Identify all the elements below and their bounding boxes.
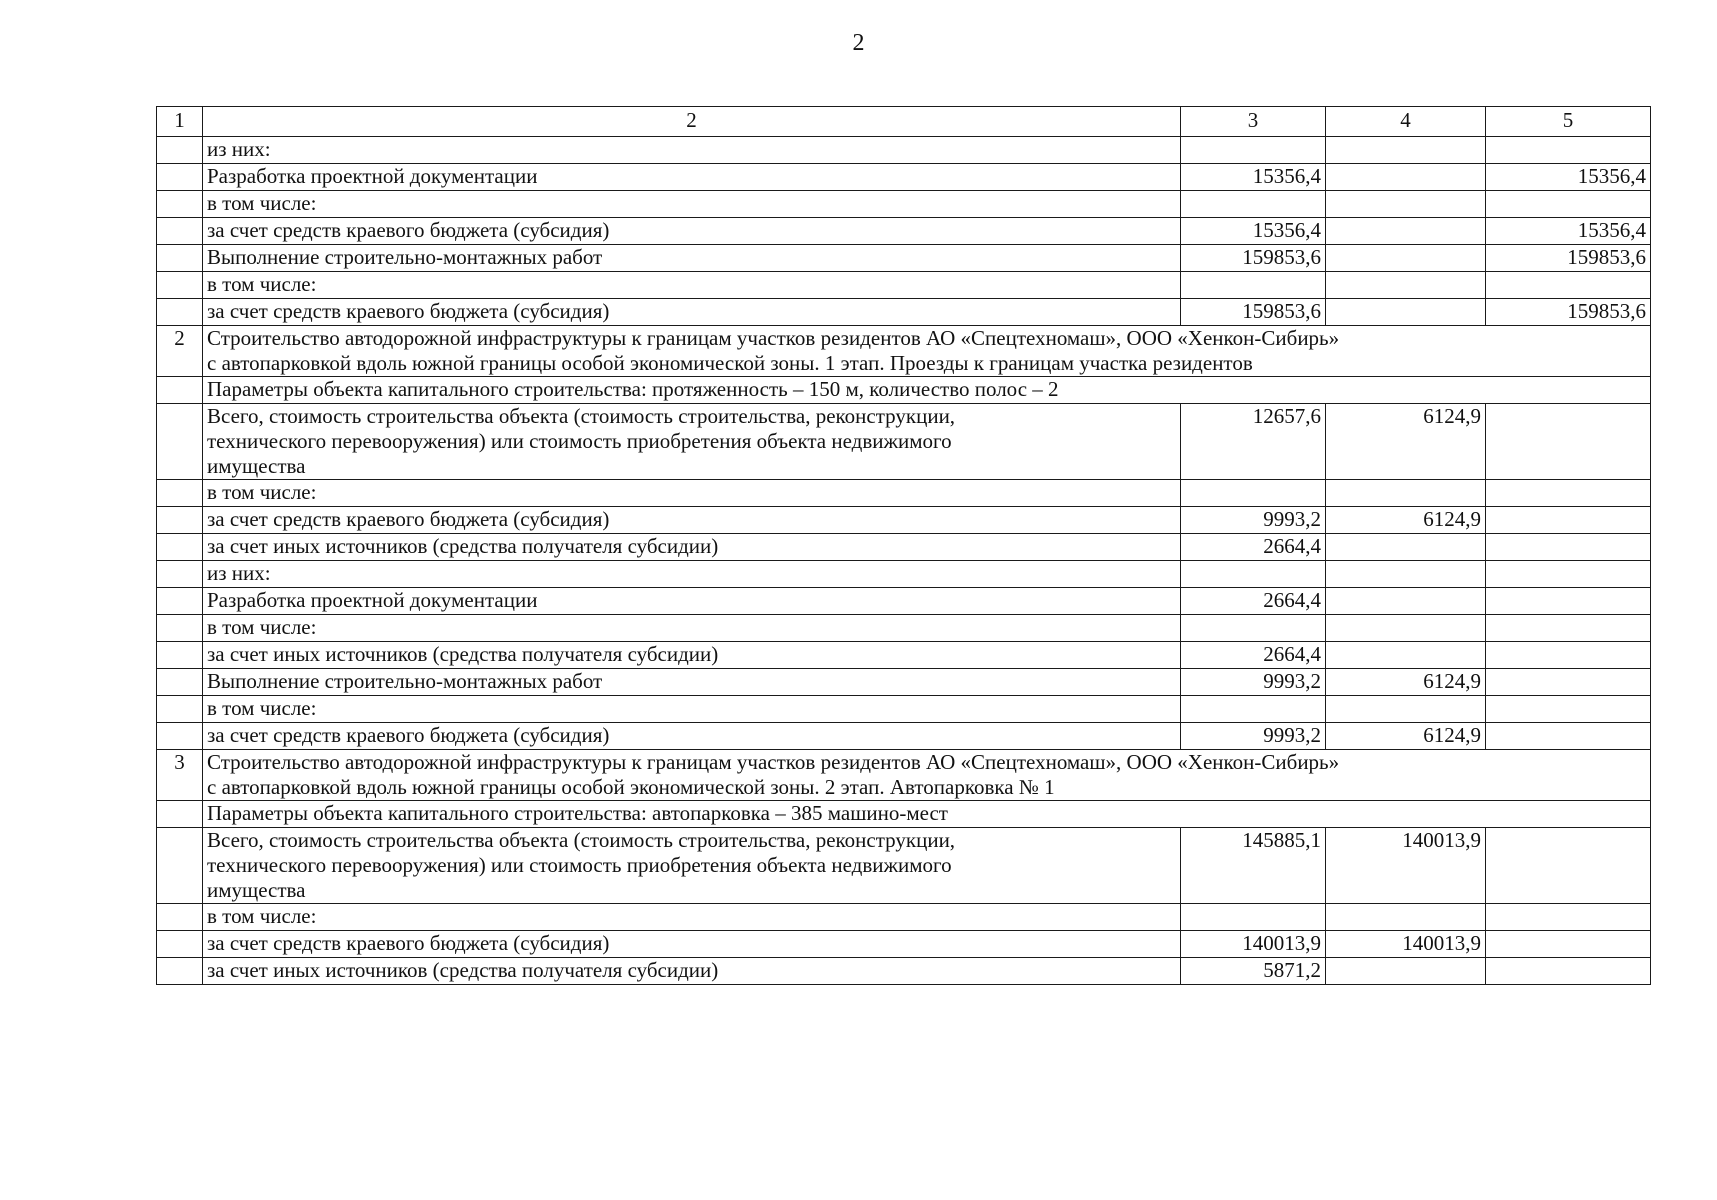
value-cell-c3: 140013,9: [1181, 931, 1326, 958]
table-header-row: [157, 107, 1651, 137]
cell-text-line: с автопарковкой вдоль южной границы особой экономической зоны. 2 этап. Автопарковка № 1: [207, 775, 1055, 799]
table-row: [157, 245, 1651, 272]
value-cell-c4: [1326, 164, 1486, 191]
value-cell-c5: [1486, 137, 1651, 164]
value-cell-c4: [1326, 642, 1486, 669]
cell-text-line: Строительство автодорожной инфраструктуры к границам участков резидентов АО «Спецтехномаш», ООО «Хенкон-Сибирь»: [207, 326, 1340, 350]
value-cell-c5: [1486, 669, 1651, 696]
table-row: [157, 723, 1651, 750]
object-title-cell: [203, 326, 1651, 377]
value-cell-c3: 2664,4: [1181, 642, 1326, 669]
value-cell-c3: 2664,4: [1181, 534, 1326, 561]
value-cell-c3: [1181, 615, 1326, 642]
cell-text-line: Всего, стоимость строительства объекта (стоимость строительства, реконструкции,: [207, 828, 956, 852]
value-cell-c5: [1486, 642, 1651, 669]
value-cell-c4: [1326, 588, 1486, 615]
description-cell: Разработка проектной документации: [203, 164, 1181, 191]
budget-table-body: [157, 107, 1651, 985]
row-number-cell: 2: [157, 326, 203, 377]
table-row: [157, 588, 1651, 615]
row-number-cell: [157, 137, 203, 164]
description-cell: в том числе:: [203, 904, 1181, 931]
description-cell: за счет средств краевого бюджета (субсидия): [203, 507, 1181, 534]
value-cell-c4: [1326, 534, 1486, 561]
value-cell-c4: [1326, 299, 1486, 326]
value-cell-c5: [1486, 507, 1651, 534]
value-cell-c5: [1486, 958, 1651, 985]
object-title-cell: [203, 801, 1651, 828]
table-row: [157, 750, 1651, 801]
description-cell: за счет средств краевого бюджета (субсидия): [203, 299, 1181, 326]
value-cell-c5: [1486, 828, 1651, 904]
description-cell: в том числе:: [203, 191, 1181, 218]
value-cell-c4: [1326, 191, 1486, 218]
row-number-cell: [157, 480, 203, 507]
value-cell-c3: 5871,2: [1181, 958, 1326, 985]
table-row: [157, 642, 1651, 669]
value-cell-c4: [1326, 272, 1486, 299]
value-cell-c4: 6124,9: [1326, 723, 1486, 750]
value-cell-c5: [1486, 723, 1651, 750]
value-cell-c4: 140013,9: [1326, 931, 1486, 958]
row-number-cell: [157, 696, 203, 723]
row-number-cell: [157, 828, 203, 904]
cell-text-line: имущества: [207, 878, 306, 902]
value-cell-c4: 140013,9: [1326, 828, 1486, 904]
row-number-cell: [157, 931, 203, 958]
description-cell: за счет иных источников (средства получателя субсидии): [203, 534, 1181, 561]
value-cell-c4: [1326, 245, 1486, 272]
table-row: [157, 534, 1651, 561]
value-cell-c3: 159853,6: [1181, 299, 1326, 326]
value-cell-c4: [1326, 615, 1486, 642]
row-number-cell: [157, 299, 203, 326]
row-number-cell: [157, 164, 203, 191]
table-row: [157, 218, 1651, 245]
table-row: [157, 615, 1651, 642]
row-number-cell: [157, 561, 203, 588]
table-row: [157, 404, 1651, 480]
description-cell: из них:: [203, 137, 1181, 164]
header-col-2: 2: [203, 107, 1181, 137]
description-cell: в том числе:: [203, 615, 1181, 642]
value-cell-c5: [1486, 615, 1651, 642]
cell-text-line: Параметры объекта капитального строительства: протяженность – 150 м, количество полос – 2: [207, 377, 1059, 401]
value-cell-c3: 9993,2: [1181, 669, 1326, 696]
cell-text-line: с автопарковкой вдоль южной границы особой экономической зоны. 1 этап. Проезды к границам участка резидентов: [207, 351, 1253, 375]
value-cell-c3: 9993,2: [1181, 507, 1326, 534]
value-cell-c3: 2664,4: [1181, 588, 1326, 615]
value-cell-c4: 6124,9: [1326, 669, 1486, 696]
value-cell-c3: [1181, 904, 1326, 931]
description-cell: за счет средств краевого бюджета (субсидия): [203, 723, 1181, 750]
row-number-cell: [157, 377, 203, 404]
value-cell-c5: [1486, 931, 1651, 958]
description-cell: за счет средств краевого бюджета (субсидия): [203, 931, 1181, 958]
row-number-cell: [157, 588, 203, 615]
cell-text-line: Параметры объекта капитального строительства: автопарковка – 385 машино-мест: [207, 801, 948, 825]
table-row: [157, 958, 1651, 985]
description-cell: [203, 404, 1181, 480]
value-cell-c5: [1486, 480, 1651, 507]
value-cell-c5: 159853,6: [1486, 245, 1651, 272]
value-cell-c3: [1181, 191, 1326, 218]
value-cell-c4: [1326, 958, 1486, 985]
description-cell: Выполнение строительно-монтажных работ: [203, 669, 1181, 696]
value-cell-c3: [1181, 480, 1326, 507]
table-row: [157, 507, 1651, 534]
cell-text-line: технического перевооружения) или стоимость приобретения объекта недвижимого: [207, 853, 952, 877]
table-row: [157, 377, 1651, 404]
value-cell-c5: 15356,4: [1486, 164, 1651, 191]
value-cell-c3: 145885,1: [1181, 828, 1326, 904]
header-col-4: 4: [1326, 107, 1486, 137]
value-cell-c4: [1326, 218, 1486, 245]
row-number-cell: [157, 404, 203, 480]
row-number-cell: [157, 669, 203, 696]
value-cell-c3: 9993,2: [1181, 723, 1326, 750]
value-cell-c3: 159853,6: [1181, 245, 1326, 272]
header-col-3: 3: [1181, 107, 1326, 137]
table-row: [157, 137, 1651, 164]
description-cell: [203, 828, 1181, 904]
row-number-cell: [157, 904, 203, 931]
value-cell-c5: 15356,4: [1486, 218, 1651, 245]
value-cell-c5: [1486, 696, 1651, 723]
description-cell: в том числе:: [203, 480, 1181, 507]
page-number: 2: [852, 30, 865, 56]
description-cell: из них:: [203, 561, 1181, 588]
value-cell-c4: 6124,9: [1326, 507, 1486, 534]
description-cell: в том числе:: [203, 272, 1181, 299]
value-cell-c4: [1326, 480, 1486, 507]
description-cell: за счет средств краевого бюджета (субсидия): [203, 218, 1181, 245]
value-cell-c5: [1486, 191, 1651, 218]
value-cell-c4: [1326, 137, 1486, 164]
value-cell-c3: [1181, 561, 1326, 588]
value-cell-c5: [1486, 404, 1651, 480]
value-cell-c5: [1486, 272, 1651, 299]
value-cell-c3: 12657,6: [1181, 404, 1326, 480]
description-cell: Разработка проектной документации: [203, 588, 1181, 615]
table-row: [157, 801, 1651, 828]
row-number-cell: [157, 723, 203, 750]
object-title-cell: [203, 377, 1651, 404]
cell-text-line: технического перевооружения) или стоимость приобретения объекта недвижимого: [207, 429, 952, 453]
value-cell-c3: [1181, 696, 1326, 723]
description-cell: за счет иных источников (средства получателя субсидии): [203, 958, 1181, 985]
value-cell-c3: [1181, 272, 1326, 299]
cell-text-line: имущества: [207, 454, 306, 478]
row-number-cell: [157, 245, 203, 272]
value-cell-c5: [1486, 588, 1651, 615]
value-cell-c5: [1486, 904, 1651, 931]
description-cell: за счет иных источников (средства получателя субсидии): [203, 642, 1181, 669]
table-row: [157, 326, 1651, 377]
value-cell-c4: [1326, 904, 1486, 931]
value-cell-c4: [1326, 696, 1486, 723]
header-col-1: 1: [157, 107, 203, 137]
table-row: [157, 669, 1651, 696]
cell-text-line: Всего, стоимость строительства объекта (стоимость строительства, реконструкции,: [207, 404, 956, 428]
row-number-cell: [157, 272, 203, 299]
header-col-5: 5: [1486, 107, 1651, 137]
value-cell-c4: [1326, 561, 1486, 588]
table-row: [157, 904, 1651, 931]
table-row: [157, 272, 1651, 299]
description-cell: Выполнение строительно-монтажных работ: [203, 245, 1181, 272]
value-cell-c5: [1486, 534, 1651, 561]
value-cell-c4: 6124,9: [1326, 404, 1486, 480]
value-cell-c5: [1486, 561, 1651, 588]
table-row: [157, 561, 1651, 588]
row-number-cell: [157, 801, 203, 828]
table-row: [157, 480, 1651, 507]
object-title-cell: [203, 750, 1651, 801]
value-cell-c3: [1181, 137, 1326, 164]
row-number-cell: [157, 642, 203, 669]
description-cell: в том числе:: [203, 696, 1181, 723]
row-number-cell: [157, 507, 203, 534]
value-cell-c5: 159853,6: [1486, 299, 1651, 326]
table-row: [157, 164, 1651, 191]
table-row: [157, 299, 1651, 326]
table-row: [157, 931, 1651, 958]
row-number-cell: [157, 615, 203, 642]
table-row: [157, 696, 1651, 723]
row-number-cell: [157, 958, 203, 985]
row-number-cell: [157, 218, 203, 245]
value-cell-c3: 15356,4: [1181, 164, 1326, 191]
row-number-cell: 3: [157, 750, 203, 801]
row-number-cell: [157, 534, 203, 561]
value-cell-c3: 15356,4: [1181, 218, 1326, 245]
table-row: [157, 191, 1651, 218]
table-row: [157, 828, 1651, 904]
row-number-cell: [157, 191, 203, 218]
cell-text-line: Строительство автодорожной инфраструктуры к границам участков резидентов АО «Спецтехномаш», ООО «Хенкон-Сибирь»: [207, 750, 1340, 774]
budget-table: [156, 106, 1651, 985]
